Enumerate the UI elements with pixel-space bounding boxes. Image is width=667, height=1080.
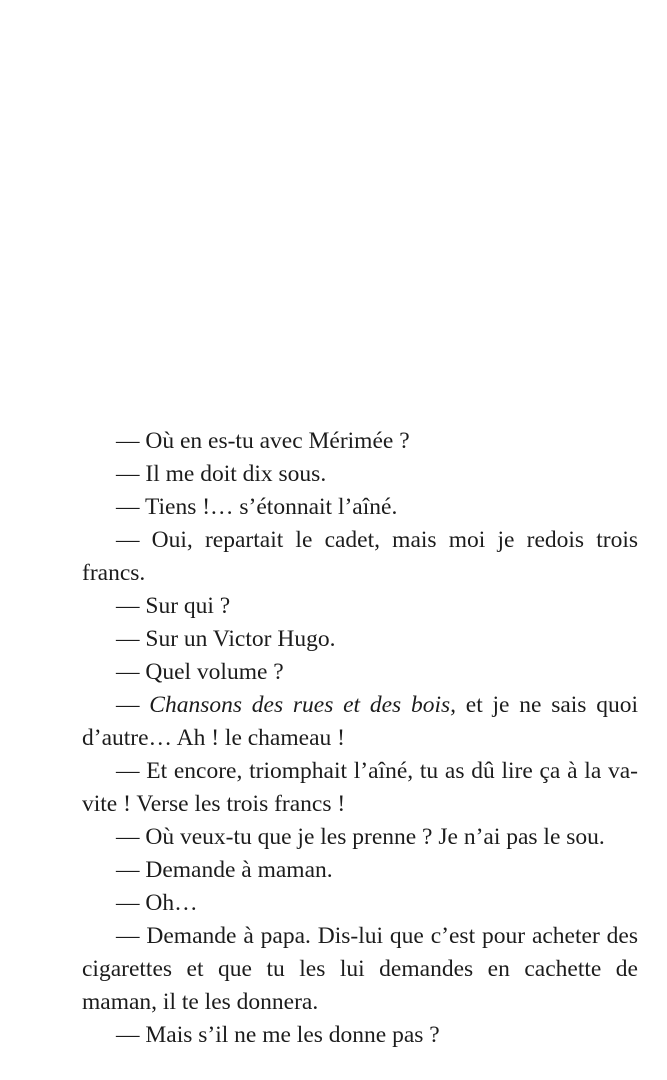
paragraph-10: — Où veux-tu que je les prenne ? Je n’ai pas le sou. <box>116 824 605 850</box>
book-title-italic: Chansons des rues et des bois, <box>149 692 456 718</box>
paragraph-13: — Demande à papa. Dis-lui que c’est pour acheter des cigarettes et que tu les lui demandes en cachette de maman, il te les donnera. <box>82 923 638 1015</box>
paragraph-6: — Sur un Victor Hugo. <box>116 626 336 652</box>
paragraph-11: — Demande à maman. <box>116 857 333 883</box>
paragraph-5: — Sur qui ? <box>116 593 231 619</box>
paragraph-8 <box>82 689 638 755</box>
paragraph-8-dash: — <box>116 692 150 718</box>
paragraph-7: — Quel volume ? <box>116 659 284 685</box>
paragraph-1: — Où en es-tu avec Mérimée ? <box>116 428 410 454</box>
paragraph-9: — Et encore, triomphait l’aîné, tu as dû lire ça à la va-vite ! Verse les trois francs ! <box>82 758 638 817</box>
paragraph-8-rest: et je ne sais quoi d’autre… Ah ! le chameau ! <box>82 692 638 751</box>
paragraph-14: — Mais s’il ne me les donne pas ? <box>116 1022 440 1048</box>
paragraph-4: — Oui, repartait le cadet, mais moi je redois trois francs. <box>82 527 638 586</box>
paragraph-3: — Tiens !… s’étonnait l’aîné. <box>116 494 398 520</box>
paragraph-2: — Il me doit dix sous. <box>116 461 327 487</box>
paragraph-12: — Oh… <box>116 890 198 916</box>
dialogue-text <box>82 425 638 1052</box>
